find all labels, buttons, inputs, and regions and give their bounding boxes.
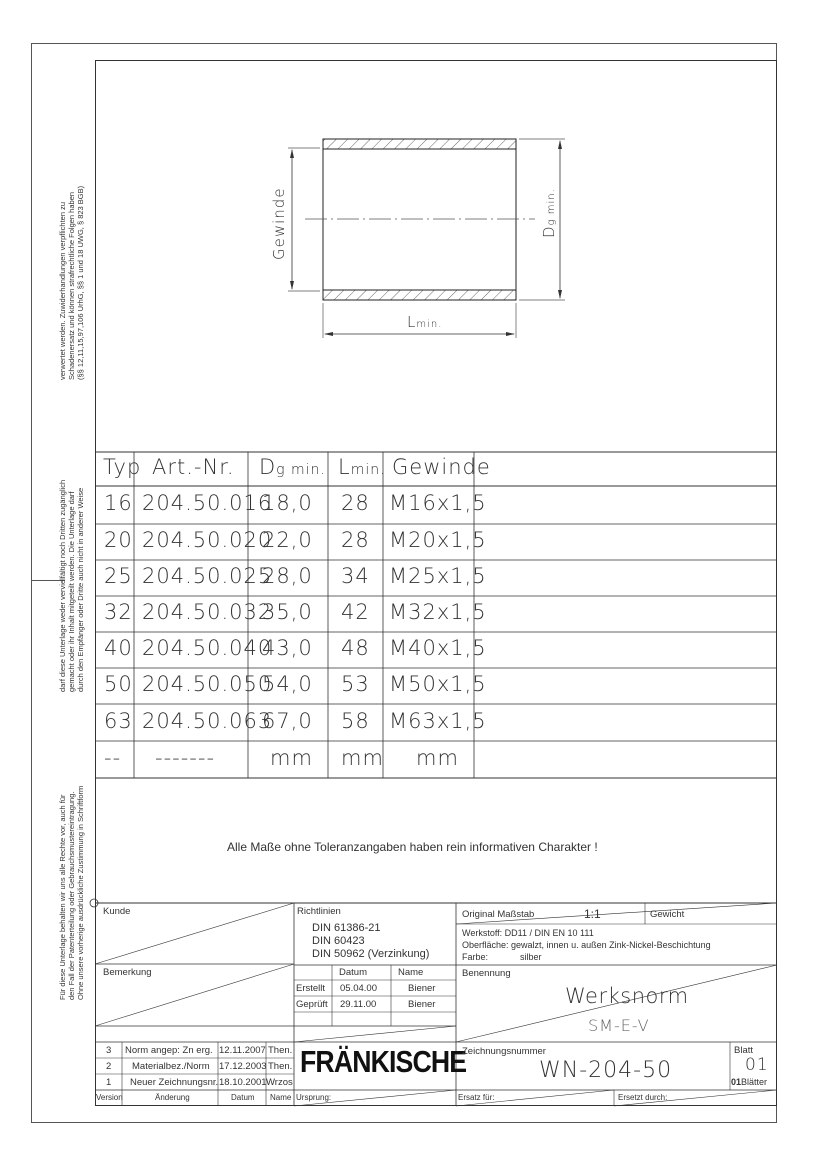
benennung-label: Benennung	[462, 968, 511, 979]
blatt-value: 01	[745, 1055, 769, 1075]
benennung-value: Werksnorm	[565, 984, 689, 1008]
header-l: Lmin.	[338, 455, 386, 479]
header-gewinde: Gewinde	[392, 455, 491, 479]
benennung-sub: SM-E-V	[588, 1016, 650, 1035]
richtlinie-2: DIN 60423	[312, 935, 365, 947]
blatt-label: Blatt	[734, 1045, 754, 1056]
dg-label: Dg min.	[540, 188, 558, 238]
name-header: Name	[398, 967, 424, 978]
header-artnr: Art.-Nr.	[152, 455, 235, 479]
gewinde-label: Gewinde	[270, 187, 288, 260]
erstellt-label: Erstellt	[296, 983, 326, 994]
side-note-rights: Für diese Unterlage behalten wir uns alle Rechte vor, auch für den Fall der Patenterteilung oder Gebrauchsmustereintragung. Ohne unsere vorherige ausdrückliche Zustimmung in Schriftform	[58, 785, 85, 1000]
farbe-value: silber	[520, 952, 542, 962]
bemerkung-label: Bemerkung	[103, 967, 152, 978]
ersetzt-durch-label: Ersetzt durch:	[618, 1093, 668, 1102]
zeichnungsnummer-value: WN-204-50	[539, 1058, 673, 1083]
richtlinie-3: DIN 50962 (Verzinkung)	[312, 948, 430, 960]
name-col-label: Name	[270, 1093, 292, 1102]
geprueft-datum: 29.11.00	[340, 999, 377, 1010]
ursprung-label: Ursprung:	[296, 1093, 332, 1102]
erstellt-datum: 05.04.00	[340, 983, 377, 994]
blaetter: 01Blätter	[731, 1077, 768, 1087]
header-typ: Typ	[103, 455, 142, 479]
ersatz-fuer-label: Ersatz für:	[458, 1093, 495, 1102]
company-logo: FRÄNKISCHE	[300, 1044, 467, 1079]
datum-header: Datum	[339, 967, 367, 978]
datum-col-label: Datum	[231, 1093, 255, 1102]
kunde-label: Kunde	[103, 906, 131, 917]
geprueft-name: Biener	[408, 999, 436, 1010]
geprueft-label: Geprüft	[296, 999, 328, 1010]
erstellt-name: Biener	[408, 983, 436, 994]
side-note-reproduction: darf diese Unterlage weder vervielfältigt noch Dritten zugänglich gemacht oder ihr Inhalt mitgeteilt werden. Die Unterlage darf durch den Empfänger oder Dritte auch nicht in anderer Weise	[58, 479, 85, 692]
side-note-copyright: verwertet werden. Zuwiderhandlungen verpflichten zu Schadenersatz und können strafrechtliche Folgen haben (§§ 12,11,15,97,106 UrhG, §§ 1 und 18 UWG, § 823 BGB)	[58, 185, 85, 380]
richtlinien-label: Richtlinien	[297, 906, 341, 917]
werkstoff: Werkstoff: DD11 / DIN EN 10 111	[462, 928, 594, 938]
gewicht-label: Gewicht	[650, 909, 685, 920]
version-col-label: Version	[96, 1093, 123, 1102]
tolerance-note: Alle Maße ohne Toleranzangaben haben rein informativen Charakter !	[227, 840, 598, 854]
massstab-value: 1:1	[584, 907, 601, 921]
farbe-label: Farbe:	[462, 952, 489, 962]
richtlinie-1: DIN 61386-21	[312, 922, 381, 934]
l-label: Lmin.	[407, 313, 443, 331]
zeichnungsnummer-label: Zeichnungsnummer	[462, 1046, 546, 1057]
header-dg: Dg min.	[259, 455, 326, 479]
original-massstab-label: Original Maßstab	[462, 909, 535, 920]
oberflaeche: Oberfläche: gewalzt, innen u. außen Zink-Nickel-Beschichtung	[462, 940, 711, 950]
aenderung-col-label: Änderung	[155, 1093, 190, 1102]
